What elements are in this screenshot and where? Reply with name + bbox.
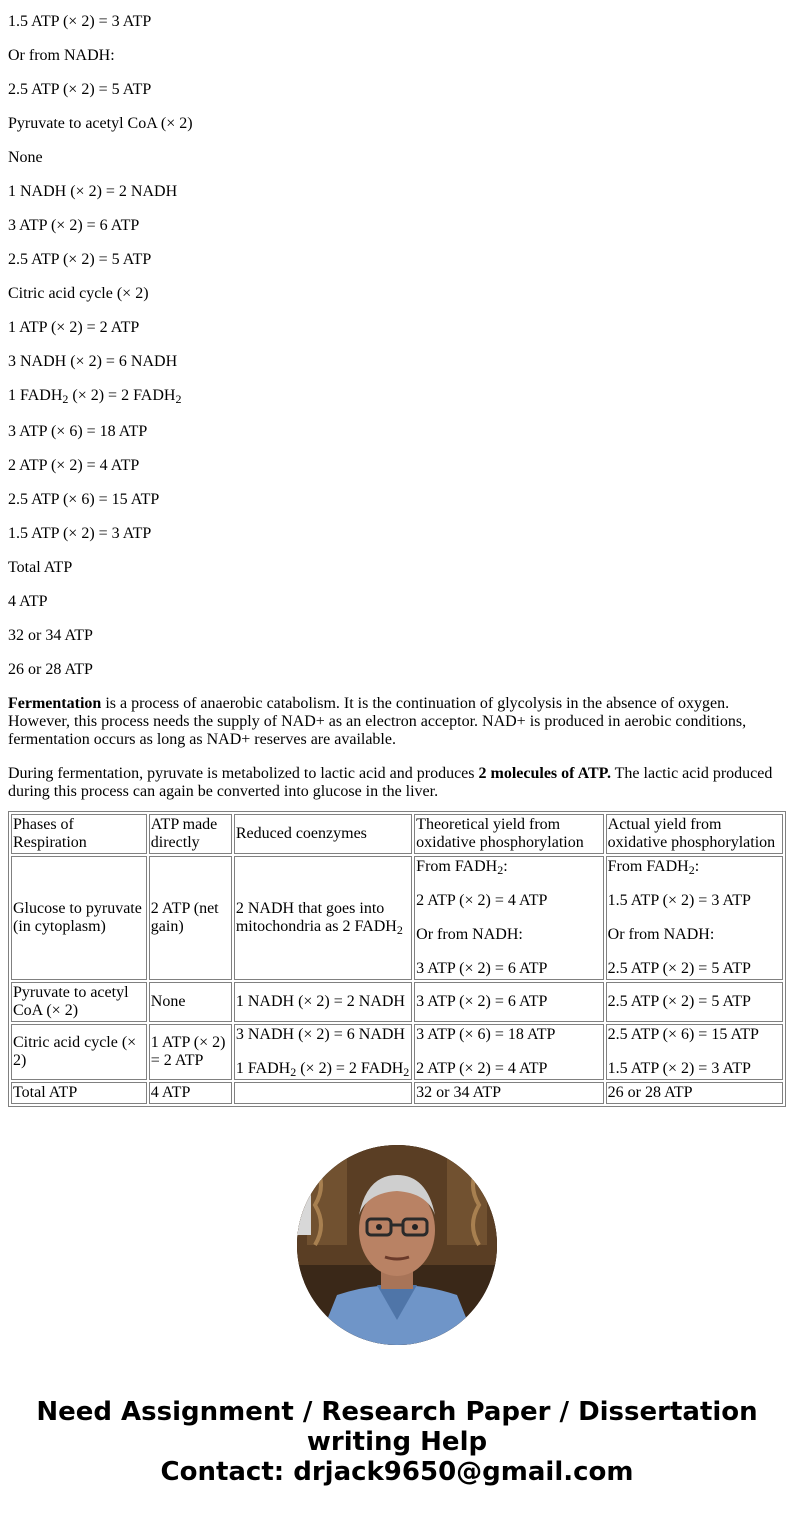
help-banner	[8, 1397, 786, 1487]
lactic-acid-paragraph	[8, 765, 786, 801]
cell-paragraph: Or from NADH:	[607, 926, 715, 943]
text-line: Citric acid cycle (× 2)	[8, 285, 149, 302]
table-cell: 1 NADH (× 2) = 2 NADH	[234, 982, 412, 1022]
text-lines	[8, 13, 786, 679]
text-line: Or from NADH:	[8, 47, 115, 64]
text-line: 3 ATP (× 2) = 6 ATP	[8, 217, 140, 234]
cell-paragraph: 3 NADH (× 2) = 6 NADH	[235, 1026, 405, 1043]
text-line: 32 or 34 ATP	[8, 627, 93, 644]
text-line: Total ATP	[8, 559, 73, 576]
text-line: 26 or 28 ATP	[8, 661, 93, 678]
author-photo	[297, 1145, 497, 1345]
cell-paragraph: 1.5 ATP (× 2) = 3 ATP	[607, 1060, 751, 1077]
cell-text: From FADH	[607, 858, 689, 875]
text-line: 2.5 ATP (× 2) = 5 ATP	[8, 251, 152, 268]
cell-paragraph: 1.5 ATP (× 2) = 3 ATP	[607, 892, 751, 909]
table-cell	[234, 1082, 412, 1104]
cell-paragraph	[416, 858, 601, 876]
author-portrait-image	[297, 1145, 497, 1345]
cell-paragraph	[236, 1060, 410, 1078]
table-cell	[414, 1024, 603, 1080]
text-line: 2 ATP (× 2) = 4 ATP	[8, 457, 140, 474]
text-line: 3 NADH (× 2) = 6 NADH	[8, 353, 178, 370]
paragraph-text: The lactic acid produced during this process can again be converted into glucose in the liver.	[8, 765, 773, 800]
cell-paragraph: 2 ATP (× 2) = 4 ATP	[416, 1060, 548, 1077]
table-cell: None	[149, 982, 232, 1022]
cell-text: From FADH	[416, 858, 498, 875]
cell-paragraph	[608, 858, 781, 876]
subscript: 2	[290, 1065, 297, 1079]
text-line: 3 ATP (× 6) = 18 ATP	[8, 423, 148, 440]
table-cell	[414, 856, 603, 980]
header-cell: Theoretical yield from oxidative phosphorylation	[414, 814, 603, 854]
cell-paragraph: 3 ATP (× 2) = 6 ATP	[416, 960, 548, 977]
cell-text: (× 2) = 2 FADH	[296, 1060, 404, 1077]
table-cell	[606, 1024, 783, 1080]
cell-text: 2 NADH that goes into mitochondria as 2 FADH	[235, 900, 397, 935]
table-cell: 26 or 28 ATP	[606, 1082, 783, 1104]
cell-paragraph: 2.5 ATP (× 6) = 15 ATP	[607, 1026, 759, 1043]
subscript: 2	[396, 923, 403, 937]
author-photo-container	[8, 1145, 786, 1345]
table-cell	[234, 856, 412, 980]
table-cell	[234, 1024, 412, 1080]
table-cell: 3 ATP (× 2) = 6 ATP	[414, 982, 603, 1022]
cell-text: :	[694, 858, 700, 875]
subscript: 2	[62, 392, 69, 406]
bold-term: 2 molecules of ATP.	[478, 765, 611, 782]
help-line: Need Assignment / Research Paper / Dissertation	[36, 1397, 758, 1427]
table-row	[11, 982, 783, 1022]
paragraph-text: is a process of anaerobic catabolism. It is the continuation of glycolysis in the absence of oxygen. However, this process needs the supply of NAD+ as an electron acceptor. NAD+ is produced in aerobic conditions, fermentation occurs as long as NAD+ reserves are available.	[8, 695, 747, 748]
table-header-row	[11, 814, 783, 854]
subscript: 2	[175, 392, 182, 406]
fermentation-paragraph	[8, 695, 786, 749]
text-line: 1 NADH (× 2) = 2 NADH	[8, 183, 178, 200]
subscript: 2	[688, 863, 695, 877]
help-line: writing Help	[306, 1427, 488, 1457]
table-cell: 2 ATP (net gain)	[149, 856, 232, 980]
cell-paragraph: 2.5 ATP (× 2) = 5 ATP	[607, 960, 751, 977]
table-cell: Pyruvate to acetyl CoA (× 2)	[11, 982, 147, 1022]
text-line: 2.5 ATP (× 6) = 15 ATP	[8, 491, 160, 508]
paragraph-text: During fermentation, pyruvate is metabolized to lactic acid and produces	[8, 765, 479, 782]
text-line	[8, 387, 786, 405]
table-cell: 2.5 ATP (× 2) = 5 ATP	[606, 982, 783, 1022]
cell-text: :	[503, 858, 508, 875]
contact-line: Contact: drjack9650@gmail.com	[160, 1457, 634, 1487]
cell-text: 1 FADH	[235, 1060, 291, 1077]
table-cell: 4 ATP	[149, 1082, 232, 1104]
table-cell: 1 ATP (× 2) = 2 ATP	[149, 1024, 232, 1080]
cell-paragraph: 2 ATP (× 2) = 4 ATP	[416, 892, 548, 909]
table-cell: Citric acid cycle (× 2)	[11, 1024, 147, 1080]
text-line: 1.5 ATP (× 2) = 3 ATP	[8, 525, 152, 542]
text-span: 1 FADH	[8, 387, 63, 404]
text-line: Pyruvate to acetyl CoA (× 2)	[8, 115, 193, 132]
bold-term: Fermentation	[8, 695, 102, 712]
text-line: 1.5 ATP (× 2) = 3 ATP	[8, 13, 152, 30]
cell-paragraph: 3 ATP (× 6) = 18 ATP	[416, 1026, 556, 1043]
subscript: 2	[403, 1065, 410, 1079]
table-cell: Total ATP	[11, 1082, 147, 1104]
text-line: 4 ATP	[8, 593, 48, 610]
table-row	[11, 856, 783, 980]
header-cell: Reduced coenzymes	[234, 814, 412, 854]
table-row	[11, 1082, 783, 1104]
cell-paragraph: Or from NADH:	[416, 926, 523, 943]
header-cell: Actual yield from oxidative phosphorylation	[606, 814, 783, 854]
table-row	[11, 1024, 783, 1080]
text-span: (× 2) = 2 FADH	[68, 387, 176, 404]
text-line: 2.5 ATP (× 2) = 5 ATP	[8, 81, 152, 98]
header-cell: Phases of Respiration	[11, 814, 147, 854]
text-line: None	[8, 149, 43, 166]
text-line: 1 ATP (× 2) = 2 ATP	[8, 319, 140, 336]
document-page	[0, 13, 794, 1487]
header-cell: ATP made directly	[149, 814, 232, 854]
table-cell: 32 or 34 ATP	[414, 1082, 603, 1104]
table-cell	[606, 856, 783, 980]
subscript: 2	[497, 863, 504, 877]
table-cell: Glucose to pyruvate (in cytoplasm)	[11, 856, 147, 980]
atp-yield-table	[8, 811, 786, 1107]
